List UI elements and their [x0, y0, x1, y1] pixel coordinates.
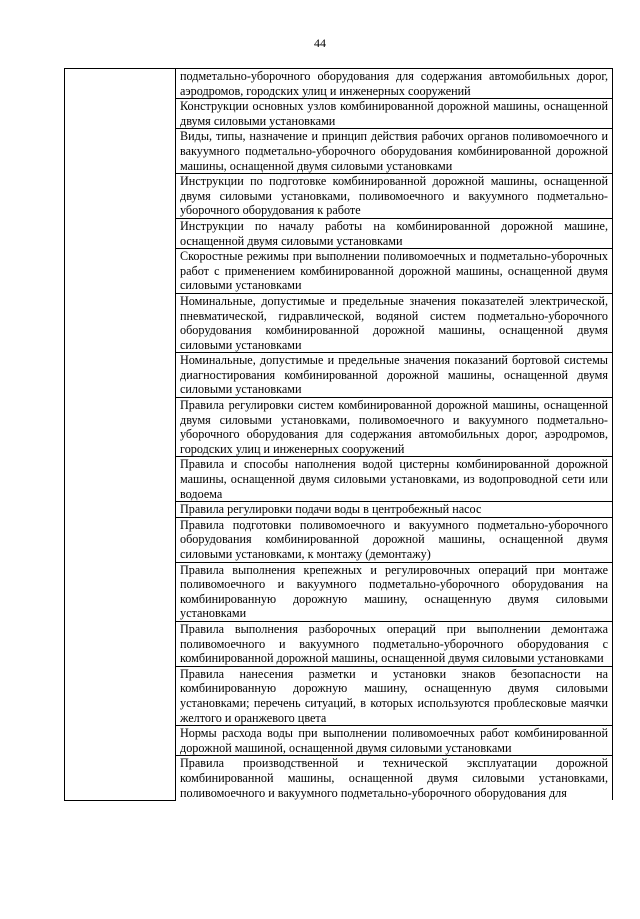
table-cell: Инструкции по началу работы на комбинированной дорожной машине, оснащенной двумя силовыми установками [176, 218, 613, 248]
table-cell: Правила выполнения крепежных и регулировочных операций при монтаже поливомоечного и вакуумного подметально-уборочного оборудования на комбинированную дорожную машину, оснащенную двумя силовыми установками [176, 562, 613, 621]
table-cell: Правила и способы наполнения водой цистерны комбинированной дорожной машины, оснащенной двумя силовыми установками, из водопроводной сети или водоема [176, 457, 613, 502]
table-cell: Номинальные, допустимые и предельные значения показателей электрической, пневматической, гидравлической, водяной систем подметально-уборочного оборудования комбинированной дорожной машины, оснащенной двумя силовыми установками [176, 293, 613, 352]
table-row [65, 69, 613, 99]
table-cell: Правила регулировки подачи воды в центробежный насос [176, 502, 613, 518]
table-cell: Конструкции основных узлов комбинированной дорожной машины, оснащенной двумя силовыми установками [176, 99, 613, 129]
page-number: 44 [314, 36, 326, 50]
table-cell: Номинальные, допустимые и предельные значения показаний бортовой системы диагностирования комбинированной дорожной машины, оснащенной двумя силовыми установками [176, 353, 613, 398]
table-cell: Нормы расхода воды при выполнении поливомоечных работ комбинированной дорожной машиной, оснащенной двумя силовыми установками [176, 726, 613, 756]
table-cell: Виды, типы, назначение и принцип действия рабочих органов поливомоечного и вакуумного подметально-уборочного оборудования комбинированной дорожной машины, оснащенной двумя силовыми установками [176, 129, 613, 174]
left-column-cell [65, 69, 176, 801]
table-cell: Правила нанесения разметки и установки знаков безопасности на комбинированную дорожную машину, оснащенную двумя силовыми установками; перечень ситуаций, в которых используются проблесковые маячки желтого и оранжевого цвета [176, 666, 613, 725]
table-cell: Инструкции по подготовке комбинированной дорожной машины, оснащенной двумя силовыми установками, поливомоечного и вакуумного подметально-уборочного оборудования к работе [176, 174, 613, 219]
table-cell: Правила производственной и технической эксплуатации дорожной комбинированной машины, оснащенной двумя силовыми установками, поливомоечного и вакуумного подметально-уборочного оборудования для [176, 756, 613, 800]
table-cell: Скоростные режимы при выполнении поливомоечных и подметально-уборочных работ с применением комбинированной дорожной машины, оснащенной двумя силовыми установками [176, 249, 613, 294]
table-cell: Правила подготовки поливомоечного и вакуумного подметально-уборочного оборудования комбинированной дорожной машины, оснащенной двумя силовыми установками, к монтажу (демонтажу) [176, 517, 613, 562]
table-cell: Правила выполнения разборочных операций при выполнении демонтажа поливомоечного и вакуумного подметально-уборочного оборудования с комбинированной дорожной машины, оснащенной двумя силовыми установками [176, 621, 613, 666]
table-cell: подметально-уборочного оборудования для содержания автомобильных дорог, аэродромов, городских улиц и инженерных сооружений [176, 69, 613, 99]
table-cell: Правила регулировки систем комбинированной дорожной машины, оснащенной двумя силовыми установками, поливомоечного и вакуумного подметально-уборочного оборудования для содержания автомобильных дорог, аэродромов, городских улиц и инженерных сооружений [176, 398, 613, 457]
requirements-table [64, 68, 613, 801]
